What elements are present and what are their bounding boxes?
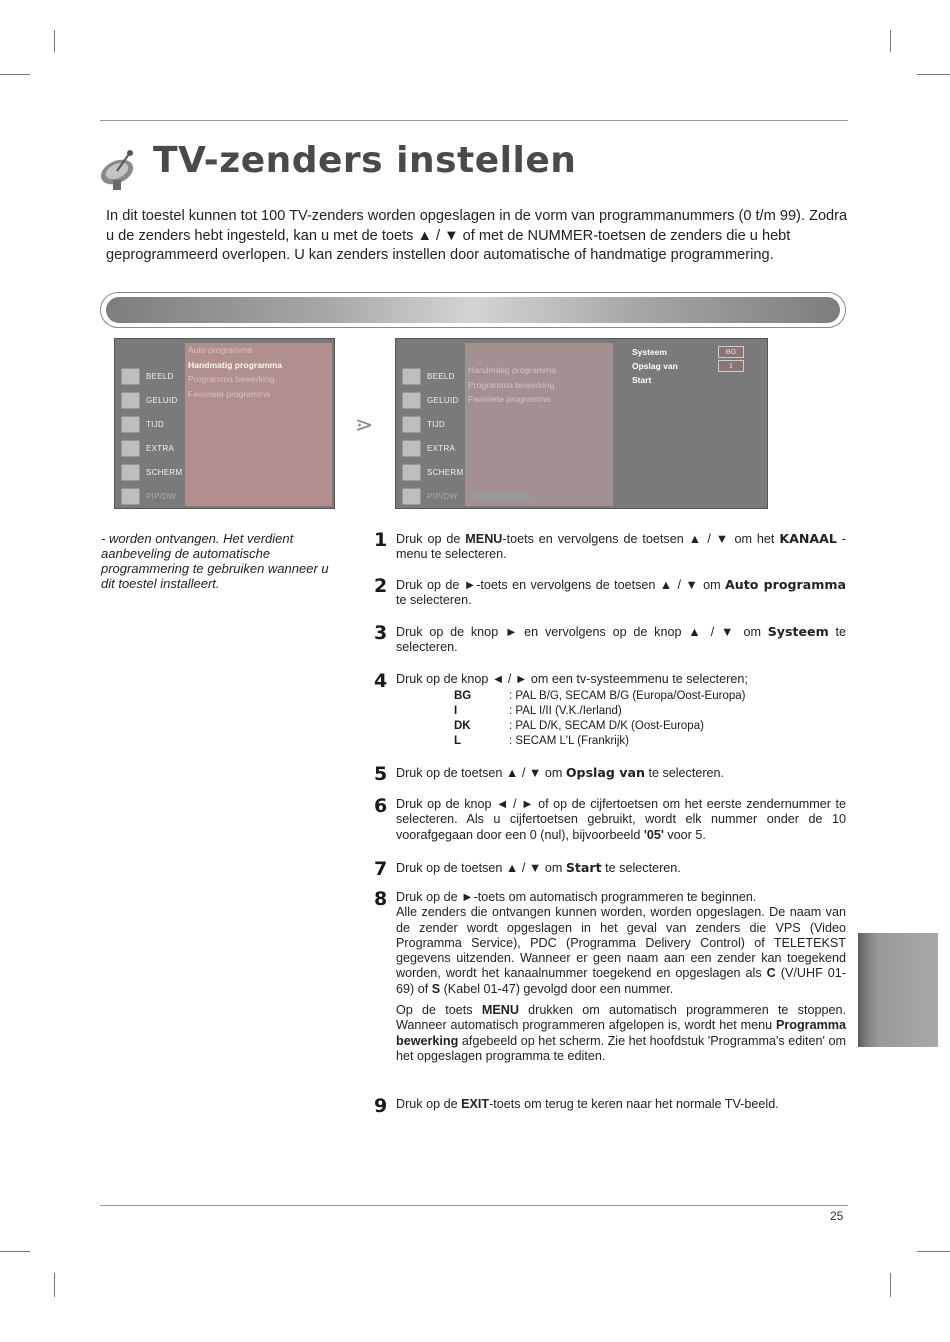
osd-auto-program-screenshot: [395, 338, 768, 509]
step-9: 9 Druk op de EXIT-toets om terug te keren naar het normale TV-beeld.: [374, 1095, 779, 1117]
crop-mark: [890, 30, 891, 52]
osd-channel-menu-screenshot: [114, 338, 335, 509]
osd-submenu-item: Auto programma: [188, 345, 253, 355]
osd-menu-item: EXTRA: [117, 436, 183, 460]
tv-system-row: BG : PAL B/G, SECAM B/G (Europa/Oost-Europa): [454, 690, 746, 703]
osd-setting-storage: Opslag van 1: [624, 359, 764, 373]
osd-submenu-item: Handmatig programma: [188, 359, 283, 370]
section-banner: [100, 292, 846, 328]
option-icon: [121, 440, 140, 457]
clock-icon: [121, 416, 140, 433]
pip-icon: [402, 488, 421, 505]
page-number: 25: [830, 1209, 844, 1223]
crop-mark: [54, 1273, 55, 1297]
crop-mark: [0, 74, 30, 75]
sound-icon: [121, 392, 140, 409]
next-step-arrow-icon: ⋗: [355, 412, 374, 437]
option-icon: [402, 440, 421, 457]
step-2: 2 Druk op de ►-toets en vervolgens de toetsen ▲ / ▼ om Auto programma te selecteren.: [374, 575, 846, 608]
crop-mark: [917, 1251, 950, 1252]
osd-menu-item: BEELD: [117, 364, 183, 388]
crop-mark: [890, 1273, 891, 1297]
step-1: 1 Druk op de MENU-toets en vervolgens de toetsen ▲ / ▼ om het KANAAL -menu te selecteren.: [374, 529, 846, 562]
top-rule: [100, 120, 848, 121]
tv-system-row: DK : PAL D/K, SECAM D/K (Oost-Europa): [454, 720, 704, 733]
clock-icon: [402, 416, 421, 433]
step-8: 8 Druk op de ►-toets om automatisch programmeren te beginnen. Alle zenders die ontvangen kunnen worden, worden opgeslagen. De naam van de zender wordt opgeslagen in het geval van zenders die VPS (Video Programma Service), PDC (Programma Delivery Control) of TELETEKST gegevens uitzenden. Wanneer er geen naam aan een zender kan toegekend worden, wordt het kanaalnummer toegekend en opgeslagen als C (V/UHF 01-69) of S (Kabel 01-47) gevolgd door een nummer. Op de toets MENU drukken om automatisch programmeren te stoppen. Wanneer automatisch programmeren afgelopen is, wordt het menu Programma bewerking afgebeeld op het scherm. Zie het hoofdstuk 'Programma's editen' om het opgeslagen programma te editen.: [374, 888, 846, 1063]
tv-system-row: I : PAL I/II (V.K./Ierland): [454, 705, 622, 718]
chapter-tab: [858, 933, 938, 1047]
osd-setting-start: Start: [632, 375, 652, 385]
pip-icon: [121, 488, 140, 505]
osd-menu-item: EXTRA: [398, 436, 464, 460]
osd-submenu: [185, 343, 332, 506]
step-3: 3 Druk op de knop ► en vervolgens op de knop ▲ / ▼ om Systeem te selecteren.: [374, 622, 846, 655]
satellite-dish-icon: [93, 142, 143, 192]
osd-submenu-item: Favoriete programma: [188, 388, 271, 399]
side-note: - worden ontvangen. Het verdient aanbeveling de automatische programmering te gebruiken wanneer u dit toestel installeert.: [101, 531, 329, 591]
tv-system-table: [454, 689, 846, 749]
sound-icon: [402, 392, 421, 409]
osd-menu-item: PIP/DW: [117, 484, 183, 508]
osd-submenu: [465, 343, 613, 506]
osd-submenu-item: Handmatig programma: [468, 365, 556, 375]
osd-menu-item: GELUID: [398, 388, 464, 412]
page-title: TV-zenders instellen: [153, 140, 577, 181]
osd-menu-item: SCHERM: [398, 460, 464, 484]
picture-icon: [121, 368, 140, 385]
osd-menu-item: TIJD: [398, 412, 464, 436]
picture-icon: [402, 368, 421, 385]
osd-main-menu: [398, 364, 464, 508]
osd-menu-item: TIJD: [117, 412, 183, 436]
intro-paragraph: In dit toestel kunnen tot 100 TV-zenders worden opgeslagen in de vorm van programmanummers (0 t/m 99). Zodra u de zenders hebt ingesteld, kan u met de toets ▲ / ▼ of met de NUMMER-toetsen de zenders die u hebt geprogrammeerd overlopen. U kan zenders instellen door automatische of handmatige programmering.: [106, 208, 848, 263]
osd-submenu-item: Favoriete programma: [468, 394, 551, 404]
osd-progress-bar: [470, 492, 530, 501]
osd-submenu-item: Programma bewerking: [188, 374, 275, 384]
osd-settings-panel: [624, 345, 764, 395]
crop-mark: [54, 30, 55, 52]
step-5: 5 Druk op de toetsen ▲ / ▼ om Opslag van te selecteren.: [374, 763, 725, 785]
osd-menu-item: PIP/DW: [398, 484, 464, 508]
osd-menu-item: BEELD: [398, 364, 464, 388]
crop-mark: [917, 74, 950, 75]
osd-setting-system: Systeem BG: [624, 345, 764, 359]
osd-submenu-item: Programma bewerking: [468, 379, 555, 390]
osd-menu-item: GELUID: [117, 388, 183, 412]
tv-system-row: L : SECAM L'L (Frankrijk): [454, 735, 629, 748]
step-4: 4 Druk op de knop ◄ / ► om een tv-systeemmenu te selecteren; BG : PAL B/G, SECAM B/G (Europa/Oost-Europa) I : PAL I/II (V.K./Ierland) DK : PAL D/K, SECAM D/K (Oost-Europa) L : SECAM L'L (Frankrijk): [374, 672, 846, 749]
crop-mark: [0, 1251, 30, 1252]
bottom-rule: [100, 1205, 848, 1206]
step-7: 7 Druk op de toetsen ▲ / ▼ om Start te selecteren.: [374, 858, 681, 880]
screen-icon: [121, 464, 140, 481]
step-6: 6 Druk op de knop ◄ / ► of op de cijfertoetsen om het eerste zendernummer te selecteren. Als u cijfertoetsen gebruikt, wordt elk nummer onder de 10 voorafgegaan door een 0 (nul), bijvoorbeeld '05' voor 5.: [374, 795, 846, 842]
screen-icon: [402, 464, 421, 481]
osd-main-menu: [117, 364, 183, 508]
osd-menu-item: SCHERM: [117, 460, 183, 484]
